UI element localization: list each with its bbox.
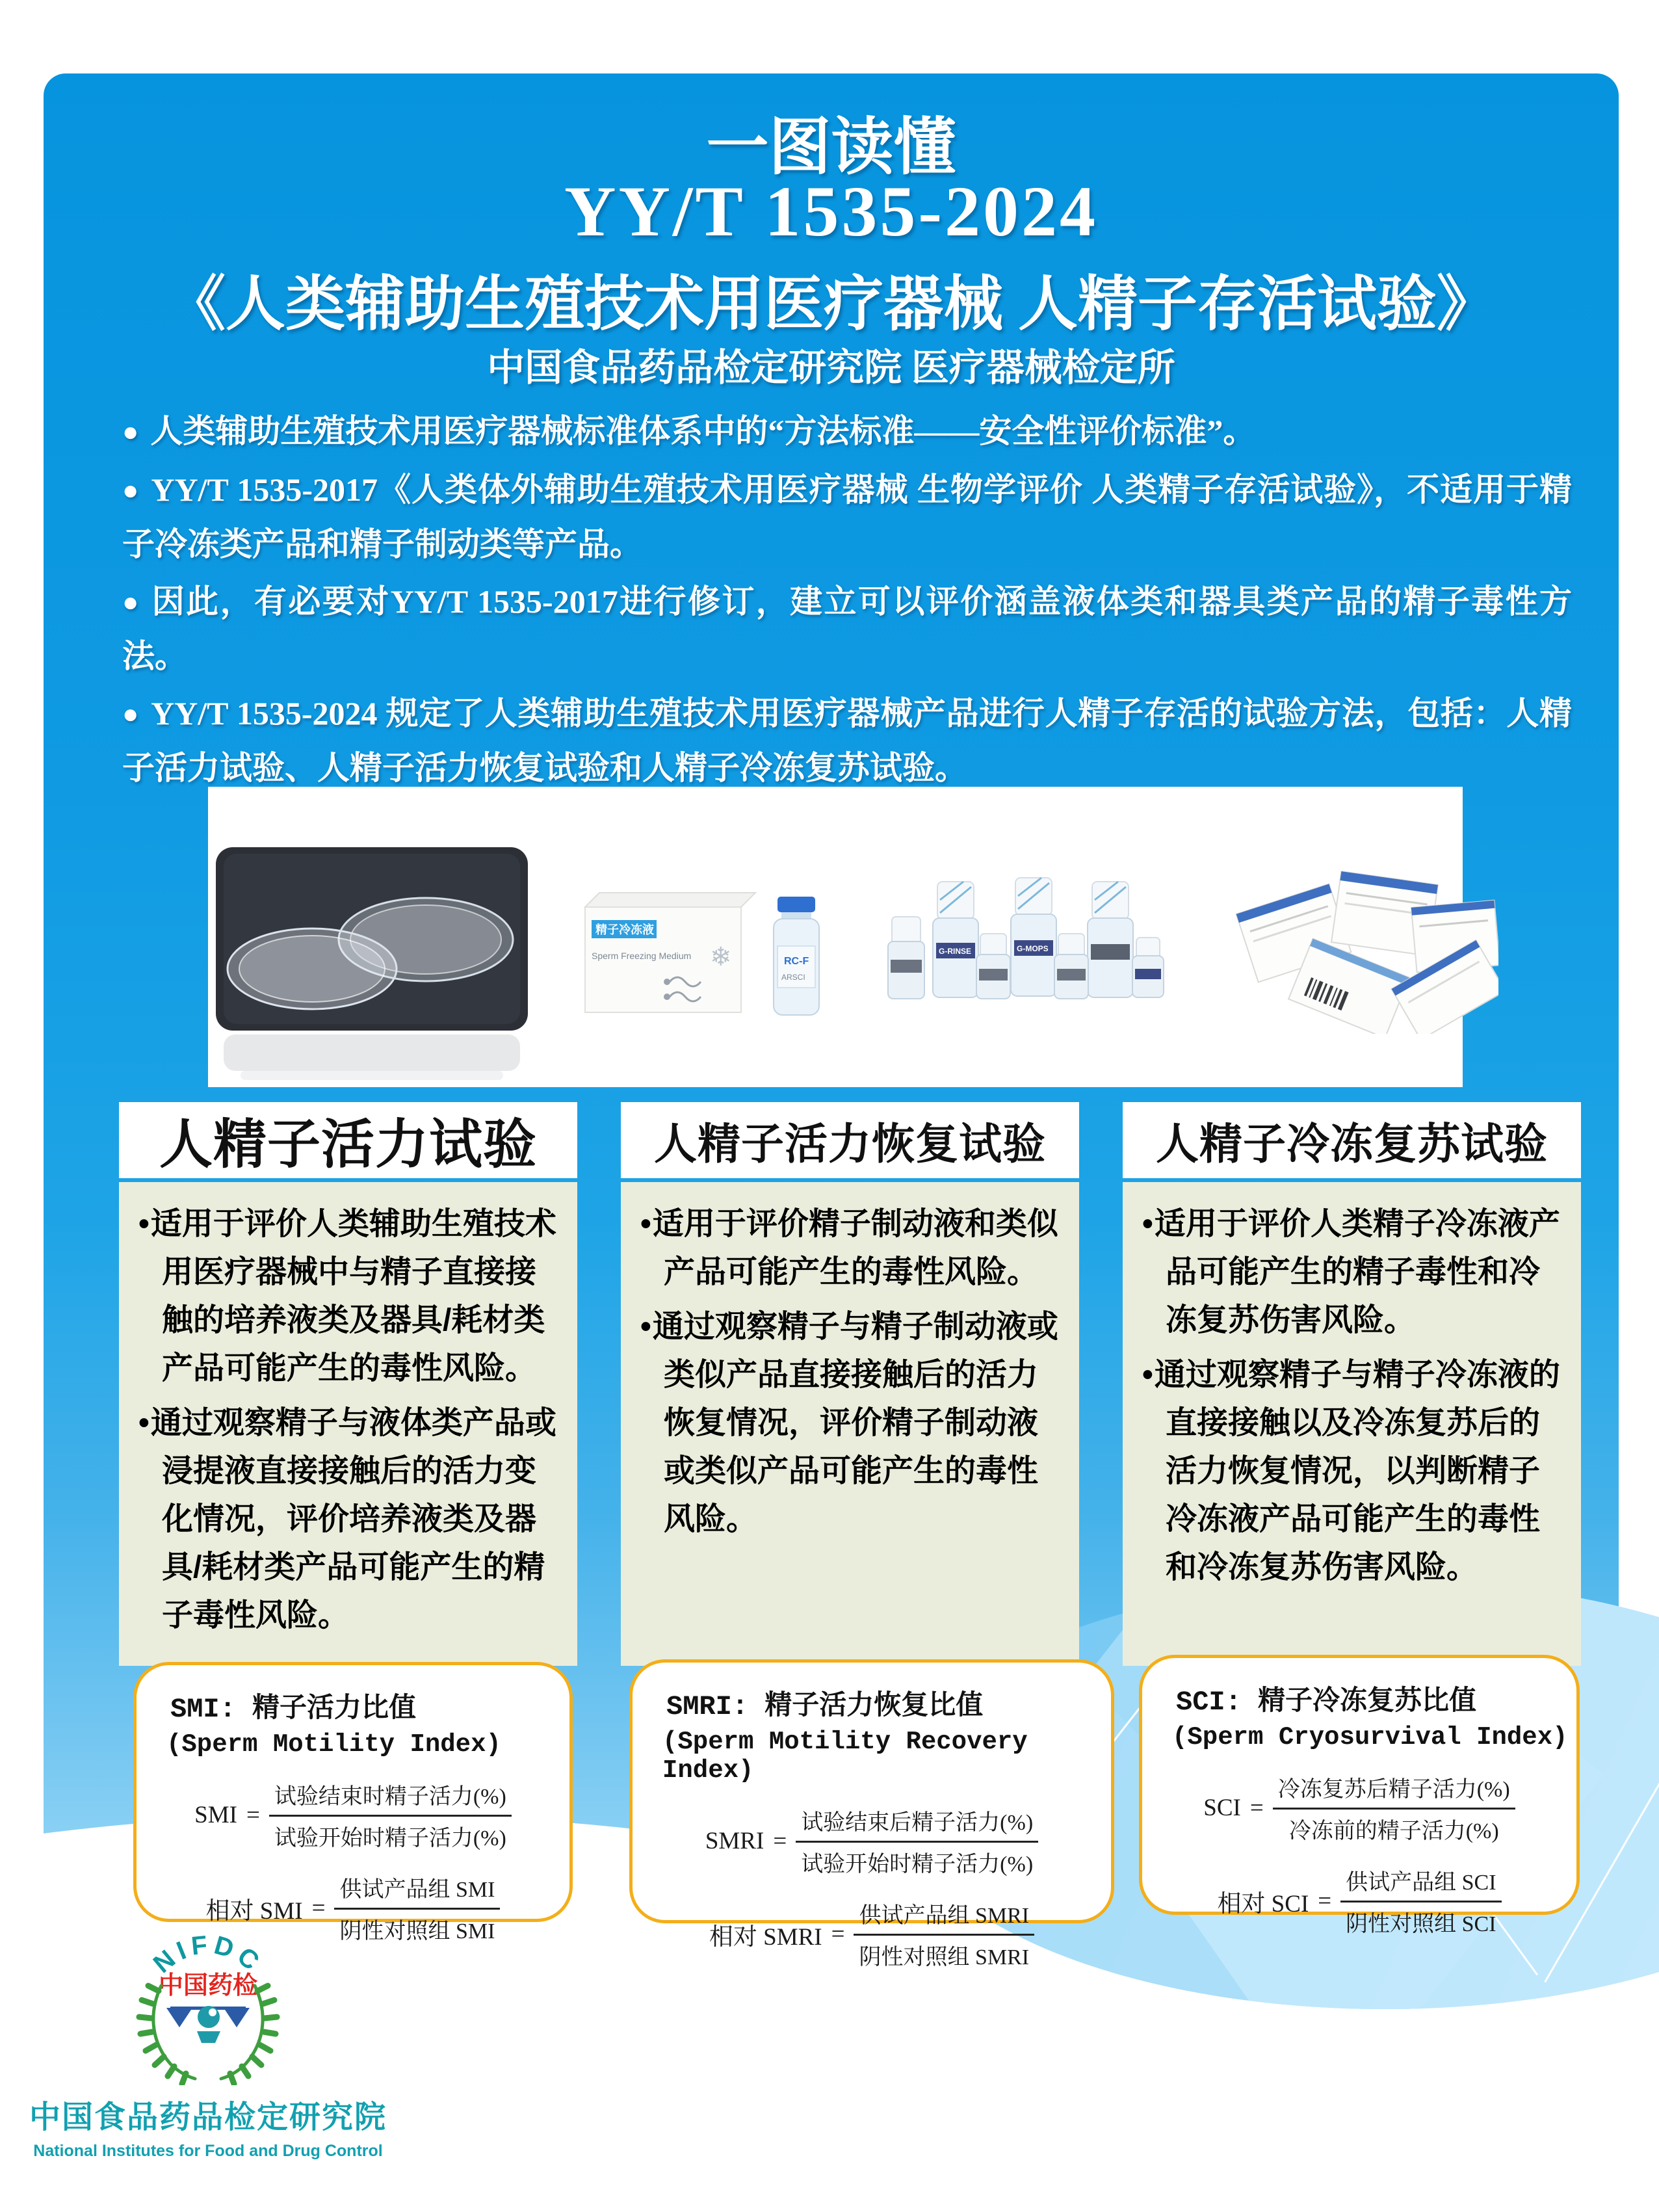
product-boxes-image (1219, 858, 1498, 1034)
fraction-numerator: 试验结束后精子活力(%) (796, 1804, 1038, 1843)
equals-sign: = (1318, 1888, 1332, 1914)
fraction-numerator: 试验结束时精子活力(%) (269, 1778, 512, 1817)
bullet-dot-icon: ● (122, 700, 140, 730)
fraction-denominator: 冷冻前的精子活力(%) (1288, 1819, 1499, 1843)
fraction-denominator: 试验开始时精子活力(%) (801, 1852, 1034, 1876)
bullet-dot-icon: • (640, 1310, 651, 1344)
column-bullet (1142, 1351, 1561, 1592)
freezing-box-label-cn: 精子冷冻液 (595, 923, 654, 936)
equals-sign: = (831, 1921, 845, 1947)
bullet-dot-icon: ● (122, 476, 140, 506)
fraction-numerator: 冷冻复苏后精子活力(%) (1273, 1771, 1515, 1810)
column-bullet-text: 通过观察精子与液体类产品或浸提液直接接触后的活力变化情况，评价培养液类及器具/耗材类产品可能产生的精子毒性风险。 (150, 1406, 556, 1633)
snowflake-icon: ❄ (710, 943, 732, 971)
logo-arc-text: NIFDC (148, 1930, 268, 1979)
column-title-box-motility (119, 1102, 577, 1178)
formula-subtitle: (Sperm Motility Index) (166, 1730, 501, 1759)
standard-name-title: 《人类辅助生殖技术用医疗器械 人精子存活试验》 (165, 271, 1496, 337)
bullet-dot-icon: • (138, 1207, 150, 1241)
nifdc-footer (26, 1926, 390, 2161)
bottle-label: G-MOPS (1017, 944, 1049, 953)
institute-subtitle: 中国食品药品检定研究院 医疗器械检定所 (487, 347, 1175, 389)
petri-dish-image (215, 842, 533, 1083)
balance-scale-icon (166, 2006, 250, 2043)
smi-formula-card (133, 1662, 573, 1943)
formula-label: 相对 SMI (205, 1897, 303, 1925)
nifdc-emblem (130, 1926, 286, 2085)
freezing-box-label-en: Sperm Freezing Medium (592, 951, 692, 961)
formula-title: SMI: 精子活力比值 (170, 1694, 417, 1725)
column-bullet-text: 通过观察精子与精子冷冻液的直接接触以及冷冻复苏后的活力恢复情况，以判断精子冷冻液产品可能产生的毒性和冷冻复苏伤害风险。 (1154, 1358, 1560, 1585)
intro-bullet (122, 404, 1572, 459)
column-body-motility (119, 1182, 577, 1666)
formula-definition (633, 1804, 1111, 1878)
column-body-cryosurvival (1123, 1182, 1581, 1666)
column-bullet (640, 1303, 1060, 1544)
column-bullet-text: 适用于评价人类精子冷冻液产品可能产生的精子毒性和冷冻复苏伤害风险。 (1154, 1207, 1560, 1337)
freezing-medium-kit-image (572, 868, 832, 1031)
page-title: 一图读懂 (706, 112, 956, 182)
bullet-dot-icon: ● (122, 417, 139, 447)
column-bullet (640, 1200, 1060, 1297)
equals-sign: = (246, 1802, 260, 1828)
bullet-dot-icon: ● (122, 588, 140, 618)
intro-bullet (122, 575, 1572, 683)
formula-label: 相对 SMRI (709, 1923, 822, 1951)
sci-formula-card (1139, 1655, 1580, 1936)
column-bullet-text: 适用于评价人类辅助生殖技术用医疗器械中与精子直接接触的培养液类及器具/耗材类产品可能产生的毒性风险。 (150, 1207, 556, 1386)
bullet-dot-icon: • (640, 1207, 651, 1241)
intro-bullet-text: 因此，有必要对YY/T 1535-2017进行修订，建立可以评价涵盖液体类和器具类产品的精子毒性方法。 (122, 583, 1572, 674)
equals-sign: = (773, 1828, 787, 1854)
vial-brand-label: ARSCI (781, 973, 805, 982)
logo-cn-text: 中国药检 (158, 1972, 258, 1999)
fraction-denominator: 试验开始时精子活力(%) (274, 1826, 506, 1850)
column-bullet (1142, 1200, 1561, 1345)
bullet-dot-icon: • (1142, 1358, 1153, 1392)
relative-formula-definition (1142, 1864, 1576, 1938)
column-title: 人精子活力试验 (159, 1115, 537, 1174)
vial-code-label: RC-F (784, 956, 809, 967)
footer-org-name-en: National Institutes for Food and Drug Control (33, 2142, 383, 2160)
column-title-box-recovery (621, 1102, 1079, 1178)
formula-definition (137, 1778, 569, 1852)
formula-title: SMRI: 精子活力恢复比值 (666, 1691, 984, 1722)
formula-label: SMI (194, 1802, 237, 1828)
standard-number-title: YY/T 1535-2024 (564, 172, 1098, 251)
relative-formula-definition (633, 1897, 1111, 1971)
intro-bullet-list (122, 404, 1572, 798)
bottle-label: G-RINSE (939, 947, 972, 956)
fraction-numerator: 供试产品组 SCI (1340, 1864, 1501, 1903)
intro-bullet (122, 687, 1572, 795)
column-bullet-text: 适用于评价精子制动液和类似产品可能产生的毒性风险。 (652, 1207, 1058, 1289)
formula-title: SCI: 精子冷冻复苏比值 (1176, 1687, 1477, 1718)
svg-text:NIFDC (148, 1930, 268, 1979)
formula-label: SMRI (705, 1828, 764, 1854)
formula-definition (1142, 1771, 1576, 1845)
fraction-numerator: 供试产品组 SMRI (854, 1897, 1034, 1936)
intro-bullet-text: YY/T 1535-2017《人类体外辅助生殖技术用医疗器械 生物学评价 人类精子存活试验》，不适用于精子冷冻类产品和精子制动类等产品。 (122, 471, 1572, 562)
column-title: 人精子冷冻复苏试验 (1156, 1120, 1548, 1168)
column-bullet (138, 1399, 558, 1640)
column-title: 人精子活力恢复试验 (654, 1120, 1046, 1168)
formula-label: 相对 SCI (1217, 1890, 1309, 1917)
media-bottles-image (878, 871, 1183, 1008)
smri-formula-card (629, 1659, 1114, 1969)
equals-sign: = (311, 1895, 326, 1921)
bullet-dot-icon: • (1142, 1207, 1153, 1241)
fraction-denominator: 阴性对照组 SCI (1346, 1912, 1496, 1936)
bullet-dot-icon: • (138, 1406, 150, 1440)
intro-bullet-text: 人类辅助生殖技术用医疗器械标准体系中的“方法标准——安全性评价标准”。 (150, 413, 1256, 449)
column-body-recovery (621, 1182, 1079, 1666)
formula-subtitle: (Sperm Motility Recovery Index) (662, 1728, 1028, 1785)
formula-label: SCI (1203, 1795, 1241, 1821)
fraction-denominator: 阴性对照组 SMRI (859, 1945, 1030, 1969)
fraction-numerator: 供试产品组 SMI (334, 1871, 500, 1910)
column-bullet-text: 通过观察精子与精子制动液或类似产品直接接触后的活力恢复情况，评价精子制动液或类似产品可能产生的毒性风险。 (652, 1310, 1058, 1536)
formula-subtitle: (Sperm Cryosurvival Index) (1172, 1723, 1568, 1752)
footer-org-name-cn: 中国食品药品检定研究院 (29, 2100, 387, 2135)
column-title-box-cryosurvival (1123, 1102, 1581, 1178)
column-bullet (138, 1200, 558, 1393)
intro-bullet-text: YY/T 1535-2024 规定了人类辅助生殖技术用医疗器械产品进行人精子存活的试验方法，包括：人精子活力试验、人精子活力恢复试验和人精子冷冻复苏试验。 (122, 695, 1572, 786)
fraction-denominator: 阴性对照组 SMI (339, 1919, 495, 1943)
equals-sign: = (1249, 1795, 1264, 1821)
intro-bullet (122, 463, 1572, 571)
